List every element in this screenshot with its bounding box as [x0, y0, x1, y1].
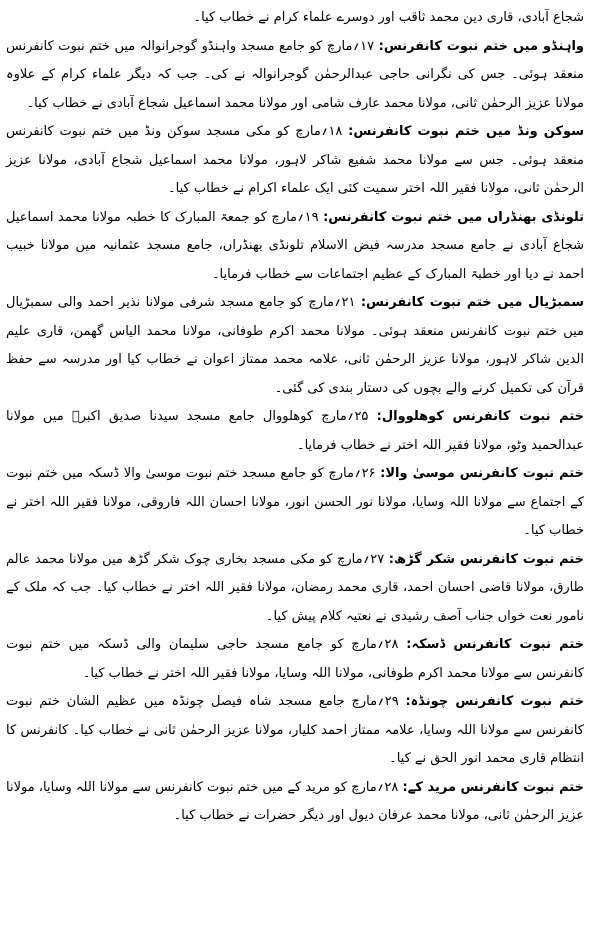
paragraph-heading: ختم نبوت کانفرنس شکر گڑھ: — [388, 551, 584, 567]
paragraph-body: ۱۹؍مارچ کو جمعۃ المبارک کا خطبہ مولانا محمد اسماعیل شجاع آبادی نے جامع مسجد مدرسہ فیض الاسلام تلونڈی بھنڈراں، جامع مسجد عثمانیہ میں مولانا خبیب احمد نے دیا اور خطبۃ المبارک کے عظیم اجتماعات سے خطاب فرمایا۔ — [6, 209, 584, 282]
paragraph-heading: واہنڈو میں ختم نبوت کانفرنس: — [378, 38, 585, 54]
paragraph-heading: ختم نبوت کانفرنس کوھلووال: — [376, 409, 584, 424]
paragraph-intro-continuation — [6, 4, 584, 33]
paragraph-heading: سوکن ونڈ میں ختم نبوت کانفرنس: — [348, 124, 584, 139]
paragraph-body: ۲۶؍مارچ کو جامع مسجد ختم نبوت موسیٰ والا ڈسکہ میں ختم نبوت کے اجتماع سے مولانا اللہ وسایا، مولانا نور الحسن انور، مولانا احسان اللہ فاروقی، مولانا فقیر اللہ اختر نے خطاب کیا۔ — [6, 466, 584, 538]
paragraph-muridke-conference — [6, 774, 584, 831]
paragraph-body: ۱۸؍مارچ کو مکی مسجد سوکن ونڈ میں ختم نبوت کانفرنس منعقد ہوئی۔ جس سے مولانا محمد شفیع شاکر لاہور، مولانا محمد اسماعیل شجاع آبادی، مولانا عزیز الرحمٰن ثانی، مولانا فقیر اللہ اختر سمیت کئی ایک علماء اکرام نے خطاب کیا۔ — [6, 124, 584, 196]
paragraph-talwandi-conference — [6, 204, 584, 290]
paragraph-sambrial-conference — [6, 289, 584, 403]
paragraph-body: ۲۷؍مارچ کو مکی مسجد بخاری چوک شکر گڑھ میں مولانا محمد عالم طارق، مولانا قاضی احسان احمد، قاری محمد رمضان، مولانا فقیر اللہ اختر نے خطاب کیا۔ جب کہ ملک کے نامور نعت خواں جناب آصف رشیدی نے نعتیہ کلام پیش کیا۔ — [6, 551, 584, 624]
paragraph-body: شجاع آبادی، قاری دین محمد ثاقب اور دوسرے علماء کرام نے خطاب کیا۔ — [193, 10, 584, 25]
paragraph-heading: ختم نبوت کانفرنس ڈسکہ: — [406, 637, 584, 652]
paragraph-heading: ختم نبوت کانفرنس موسیٰ والا: — [380, 466, 584, 481]
paragraph-body: ۱۷؍مارچ کو جامع مسجد واہنڈو گوجرانوالہ میں ختم نبوت کانفرنس منعقد ہوئی۔ جس کی نگرانی حاجی عبدالرحمٰن گوجرانوالہ نے کی۔ جب کہ دیگر علماء کرام کے علاوہ مولانا عزیز الرحمٰن ثانی، مولانا محمد عارف شامی اور مولانا محمد اسماعیل شجاع آبادی نے خطاب کیا۔ — [6, 38, 584, 111]
paragraph-heading: سمبڑیال میں ختم نبوت کانفرنس: — [360, 295, 585, 310]
paragraph-body: ۲۱؍مارچ کو جامع مسجد شرفی مولانا نذیر احمد والی سمبڑیال میں ختم نبوت کانفرنس منعقد ہوئی۔ مولانا محمد اکرم طوفانی، مولانا محمد الیاس گھمن، قاری علیم الدین شاکر لاہور، مولانا عزیز الرحمٰن ثانی، علامہ محمد ممتاز اعوان نے خطاب کیا اور مدرسہ سے حفظ قرآن کی تکمیل کرنے والے بچوں کی دستار بندی کی گئی۔ — [6, 295, 584, 396]
paragraph-musawala-conference — [6, 460, 584, 546]
paragraph-body: ۲۹؍مارچ جامع مسجد شاہ فیصل چونڈہ میں عظیم الشان ختم نبوت کانفرنس سے مولانا اللہ وسایا، علامہ ممتاز احمد کلیار، مولانا عزیز الرحمٰن ثانی نے خطاب کیا۔ کانفرنس کا انتظام قاری محمد انور الحق نے کیا۔ — [6, 694, 584, 766]
paragraph-body: ۲۸؍مارچ کو مرید کے میں ختم نبوت کانفرنس سے مولانا اللہ وسایا، مولانا عزیز الرحمٰن ثانی، مولانا محمد عرفان دیول اور دیگر حضرات نے خطاب کیا۔ — [6, 779, 584, 823]
paragraph-heading: تلونڈی بھنڈراں میں ختم نبوت کانفرنس: — [323, 209, 585, 225]
paragraph-kohluwal-conference — [6, 403, 584, 460]
paragraph-shakargarh-conference — [6, 546, 584, 632]
paragraph-chawinda-conference — [6, 688, 584, 774]
paragraph-body: ۲۸؍مارچ کو جامع مسجد حاجی سلیمان والی ڈسکہ میں ختم نبوت کانفرنس سے مولانا محمد اکرم طوفانی، مولانا اللہ وسایا، مولانا فقیر اللہ اختر نے خطاب کیا۔ — [6, 637, 584, 681]
paragraph-sokan-wind-conference — [6, 118, 584, 204]
paragraph-daska-conference — [6, 631, 584, 688]
paragraph-heading: ختم نبوت کانفرنس چونڈہ: — [405, 694, 584, 709]
paragraph-heading: ختم نبوت کانفرنس مرید کے: — [402, 779, 584, 795]
paragraph-body: ۲۵؍مارچ کوھلووال جامع مسجد سیدنا صدیق اکبرؓ میں مولانا عبدالحمید وٹو، مولانا فقیر اللہ اختر نے خطاب فرمایا۔ — [6, 409, 584, 453]
paragraph-wahando-conference — [6, 33, 584, 119]
